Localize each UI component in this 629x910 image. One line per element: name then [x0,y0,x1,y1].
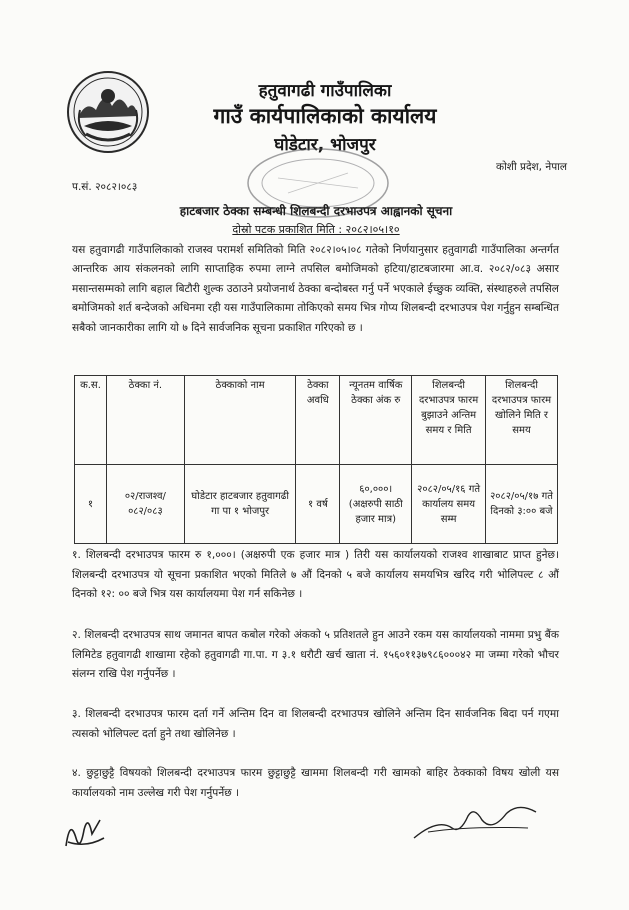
cell-contract-no: ०२/राजश्व/ ०८२/०८३ [106,465,184,544]
cell-serial: १ [75,465,107,544]
note-2: २. शिलबन्दी दरभाउपत्र साथ जमानत बापत कबोल गरेको अंकको ५ प्रतिशतले हुन आउने रकम यस कार्यालयको नाममा प्रभु बैंक लिमिटेड हतुवागढी शाखामा रहेको हतुवागढी गा.पा. ग ३.१ धरौटी खर्च खाता नं. १५६०११३७९८६०००४२ मा जम्मा गरेको भौचर संलग्न राखि पेश गर्नुपर्नेछ । [72,629,559,680]
cell-opening-date: २०८२/०५/१७ गते दिनको ३:०० बजे [486,465,558,544]
col-header-min-amount: न्यूनतम वार्षिक ठेक्का अंक रु [340,376,412,465]
col-header-contract-name: ठेक्काको नाम [184,376,296,465]
col-header-serial: क.स. [75,376,107,465]
municipality-name: हतुवागढी गाउँपालिका [258,81,392,101]
cell-min-amount: ६०,०००। (अक्षरुपी साठी हजार मात्र) [340,465,412,544]
province-label: कोशी प्रदेश, नेपाल [496,161,567,173]
reference-number: प.सं. २०८२।०८३ [72,181,138,193]
col-header-duration: ठेक्का अवधि [296,376,340,465]
note-1: १. शिलबन्दी दरभाउपत्र फारम रु १,०००। (अक्षरुपी एक हजार मात्र ) तिरी यस कार्यालयको राजश्व शाखाबाट प्राप्त हुनेछ। शिलबन्दी दरभाउपत्र यो सूचना प्रकाशित भएको मितिले ७ औं दिनको ५ बजे कार्यालय समयभित्र खरिद गरी भोलिपल्ट ८ औं दिनको १२: ०० बजे भित्र यस कार्यालयमा पेश गर्न सकिनेछ । [72,549,559,600]
tender-table [74,375,558,544]
note-4: ४. छुट्टाछुट्टै विषयको शिलबन्दी दरभाउपत्र फारम छुट्टाछुट्टै खाममा शिलबन्दी गरी खामको बाहिर ठेक्काको विषय खोली यस कार्यालयको नाम उल्लेख गरी पेश गर्नुपर्नेछ । [72,767,559,799]
cell-submission-deadline: २०८२/०५/१६ गते कार्यालय समय सम्म [412,465,486,544]
intro-paragraph: यस हतुवागढी गाउँपालिकाको राजस्व परामर्श समितिको मिति २०८२।०५।०८ गतेको निर्णयानुसार हतुवागढी गाउँपालिका अन्तर्गत आन्तरिक आय संकलनको लागि साप्ताहिक रुपमा लाग्ने तपसिल बमोजिमको हटिया/हाटबजारमा आ.व. २०८२/०८३ असार मसान्तसम्मको लागि बहाल बिटौरी शुल्क उठाउने प्रयोजनार्थ ठेक्का बन्दोबस्त गर्नु पर्ने भएकाले ईच्छुक व्यक्ति, संस्थाहरुले तपसिल बमोजिमको शर्त बन्देजको अधिनमा रही यस गाउँपालिकामा तोकिएको समय भित्र गोप्य शिलबन्दी दरभाउपत्र पेश गर्नुहुन सम्बन्धित सबैको जानकारीका लागि यो ७ दिने सार्वजनिक सूचना प्रकाशित गरिएको छ । [72,244,559,334]
table-row [75,465,558,544]
signature-right-icon [408,798,548,843]
signature-left-icon [60,808,110,853]
note-3: ३. शिलबन्दी दरभाउपत्र फारम दर्ता गर्ने अन्तिम दिन वा शिलबन्दी दरभाउपत्र खोलिने अन्तिम दिन सार्वजनिक बिदा पर्न गएमा त्यसको भोलिपल्ट दर्ता हुने तथा खोलिनेछ । [72,708,559,740]
published-date-text: दोस्रो पटक प्रकाशित मिति : २०८२।०५।१० [232,223,400,236]
col-header-contract-no: ठेक्का नं. [106,376,184,465]
published-date [60,222,572,237]
col-header-submission-deadline: शिलबन्दी दरभाउपत्र फारम बुझाउने अन्तिम समय र मिति [412,376,486,465]
cell-contract-name: घोडेटार हाटबजार हतुवागढी गा पा १ भोजपुर [184,465,296,544]
office-name: गाउँ कार्यपालिकाको कार्यालय [213,104,437,128]
office-address: घोडेटार, भोजपुर [274,135,376,155]
notice-title: हाटबजार ठेक्का सम्बन्धी शिलबन्दी दरभाउपत्र आह्वानको सूचना [179,204,453,218]
col-header-opening-date: शिलबन्दी दरभाउपत्र फारम खोलिने मिति र समय [486,376,558,465]
cell-duration: १ वर्ष [296,465,340,544]
table-header-row [75,376,558,465]
emblem-logo-icon [66,70,150,154]
